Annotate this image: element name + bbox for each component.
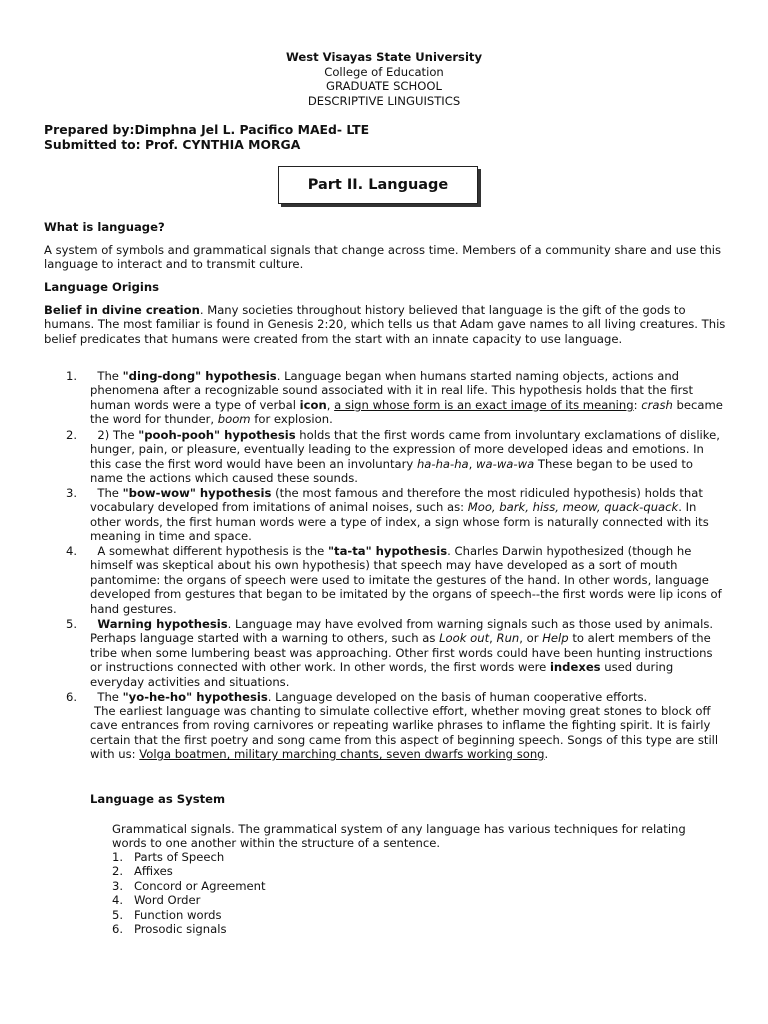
list-label: Concord or Agreement [134,878,266,893]
list-number: 1. [112,850,124,864]
university-name: West Visayas State University [285,50,483,64]
item-text: used during everyday activities and situations. [90,660,674,689]
list-label: Word Order [134,893,201,908]
prepared-by [44,123,369,137]
list-number: 2. [66,428,78,442]
example: boom [217,412,251,427]
list-item [90,617,726,689]
item-text: . Charles Darwin hypothesized (though he himself was skeptical about his own hypothesis) that speech may have developed as a sort of mouth pantomime: the organs of speech were used to imitate the gestures of the hand. In other words, language developed from gestures that began to be imitated by the organs of speech--the first words were lip icons of hand gestures. [90,544,722,616]
item-text: . Language developed on the basis of human cooperative efforts. [267,690,648,704]
list-number: 1. [66,369,78,383]
list-number: 4. [66,544,78,558]
list-number: 3. [112,878,124,893]
part-title: Part II. Language [307,176,449,193]
item-text: holds that the first words came from involuntary exclamations of dislike, hunger, pain, or pleasure, eventually leading to the expression of more developed ideas and emotions. In this case the first word would have been an involuntary [90,428,720,471]
list-item [90,690,726,704]
list-number: 6. [66,690,78,704]
list-number: 3. [66,486,78,500]
list-label: Prosodic signals [134,922,227,937]
list-number: 5. [66,617,78,631]
college-name: College of Education [324,65,444,79]
item-text: for explosion. [250,412,333,427]
submitted-name: Prof. CYNTHIA MORGA [144,137,301,152]
part-title-box [278,166,478,204]
system-list [112,850,512,936]
list-item [112,850,512,864]
item-text: became the word for thunder, [90,397,723,427]
item-text: The [90,690,123,704]
list-item-continuation [90,704,726,762]
item-text: . [544,747,549,762]
item-text: , or [519,631,543,646]
list-item [90,486,726,544]
example: Look out [439,631,490,646]
item-text: , [489,631,497,646]
example: Help [542,631,569,646]
prepared-label: Prepared by: [44,122,135,137]
keyword: indexes [549,660,601,675]
item-text: The earliest language was chanting to simulate collective effort, whether moving great stones to block off cave entrances from roving carnivores or repeating warlike phrases to inflame the fighting spirit. It is fairly certain that the first poetry and song came from this aspect of beginning speech. Songs of this type are still with us: [90,704,719,762]
prepared-name: Dimphna Jel L. Pacifico MAEd- LTE [134,122,370,137]
example: wa-wa-wa [476,456,535,471]
origins-heading: Language Origins [44,280,160,294]
what-is-body: A system of symbols and grammatical signals that change across time. Members of a community share and use this language to interact and to transmit culture. [44,243,722,272]
divine-body: . Many societies throughout history believed that language is the gift of the gods to humans. The most familiar is found in Genesis 2:20, which tells us that Adam gave names to all living creatures. This belief predicates that humans were created from the start with an innate capacity to use language. [44,303,726,346]
submitted-to [44,138,300,152]
hypothesis-title: "yo-he-ho" hypothesis [122,690,268,704]
item-text: The [90,486,123,500]
example: Run [496,631,520,646]
list-item [112,893,512,907]
item-text: : [633,397,642,412]
school-name: GRADUATE SCHOOL [326,79,442,93]
example: Moo, bark, hiss, meow, quack-quack [467,500,679,515]
item-text: , [326,397,335,412]
divine-creation-paragraph [44,303,726,346]
system-heading: Language as System [90,792,226,806]
what-is-heading: What is language? [44,220,165,234]
item-text: These began to be used to name the actions which caused these sounds. [90,456,693,486]
list-number: 5. [112,907,124,922]
list-item [90,369,726,427]
item-text: A somewhat different hypothesis is the [90,544,328,558]
item-text: The [90,369,123,383]
hypothesis-title: "bow-wow" hypothesis [122,486,272,500]
item-text: . Language began when humans started naming objects, actions and phenomena after a recognizable sound associated with it in real life. This hypothesis holds that the first human words were a type of verbal [90,369,694,412]
list-label: Function words [134,907,222,922]
list-label: Affixes [134,864,173,879]
item-text: to alert members of the tribe when some lumbering beast was approaching. Other first words could have been hunting instructions or instructions connected with other work. In other words, the first words were [90,631,713,675]
list-item [90,428,726,486]
list-number: 6. [112,922,124,937]
list-number: 2. [112,864,124,879]
list-number: 4. [112,893,124,908]
example: crash [641,397,673,412]
course-name: DESCRIPTIVE LINGUISTICS [307,94,461,108]
item-text: . In other words, the first human words were a type of index, a sign whose form is naturally connected with its meaning in time and space. [90,500,709,544]
list-item [90,544,726,616]
submitted-label: Submitted to: [44,137,141,152]
item-text: , [468,456,477,471]
item-text: (the most famous and therefore the most ridiculed hypothesis) holds that vocabulary developed from imitations of animal noises, such as: [90,486,703,515]
item-text: 2) The [90,428,139,442]
list-item [112,864,512,878]
system-intro: Grammatical signals. The grammatical system of any language has various techniques for relating words to one another within the structure of a sentence. [112,822,686,851]
list-item [112,908,512,922]
songs-link[interactable]: Volga boatmen, military marching chants, seven dwarfs working song [139,747,545,762]
list-item [112,922,512,936]
hypothesis-title: "pooh-pooh" hypothesis [138,428,296,442]
item-text: . Language may have evolved from warning signals such as those used by animals. Perhaps language started with a warning to others, such as [90,617,714,646]
list-label: Parts of Speech [134,850,225,864]
definition-link[interactable]: a sign whose form is an exact image of its meaning [334,397,634,412]
list-item [112,879,512,893]
example: ha-ha-ha [416,456,469,471]
hypothesis-title: Warning hypothesis [97,617,228,631]
keyword: icon [299,397,327,412]
hypothesis-title: "ta-ta" hypothesis [327,544,448,558]
divine-title: Belief in divine creation [44,303,200,317]
hypothesis-title: "ding-dong" hypothesis [122,369,277,383]
